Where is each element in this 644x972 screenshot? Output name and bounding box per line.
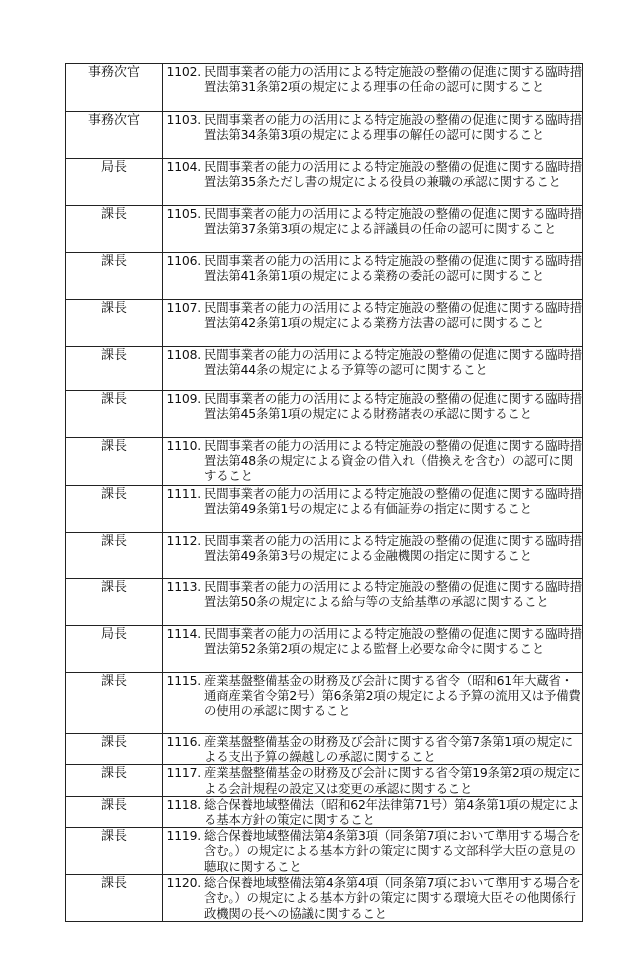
authority-cell: 課長 xyxy=(66,828,163,875)
table-row xyxy=(66,533,583,579)
item-number: 1113. xyxy=(166,579,201,594)
item-number: 1111. xyxy=(166,486,201,501)
list-item xyxy=(165,391,582,421)
item-text: 民間事業者の能力の活用による特定施設の整備の促進に関する臨時措置法第45条第1項の規定による財務諸表の承認に関すること xyxy=(204,391,582,422)
delegation-table xyxy=(65,63,583,922)
content-cell xyxy=(163,300,583,347)
table-row xyxy=(66,673,583,734)
list-item xyxy=(165,438,582,484)
item-number: 1107. xyxy=(166,300,201,315)
table-row xyxy=(66,875,583,922)
content-cell xyxy=(163,626,583,673)
content-cell xyxy=(163,347,583,391)
item-text: 産業基盤整備基金の財務及び会計に関する省令第7条第1項の規定による支出予算の繰越しの承認に関すること xyxy=(204,734,573,765)
item-text: 民間事業者の能力の活用による特定施設の整備の促進に関する臨時措置法第49条第1号の規定による有価証券の指定に関すること xyxy=(204,486,582,517)
list-item xyxy=(165,300,582,330)
table-row xyxy=(66,159,583,206)
authority-cell: 課長 xyxy=(66,300,163,347)
item-text: 民間事業者の能力の活用による特定施設の整備の促進に関する臨時措置法第35条ただし書の規定による役員の兼職の承認に関すること xyxy=(204,159,582,190)
authority-cell: 課長 xyxy=(66,253,163,300)
list-item xyxy=(165,206,582,236)
authority-cell: 課長 xyxy=(66,875,163,922)
content-cell xyxy=(163,673,583,734)
delegation-table-body xyxy=(66,64,583,922)
item-text: 総合保養地域整備法第4条第3項（同条第7項において準用する場合を含む。）の規定による基本方針の策定に関する文部科学大臣の意見の聴取に関すること xyxy=(204,828,581,874)
item-number: 1115. xyxy=(166,673,201,688)
item-number: 1117. xyxy=(166,765,201,781)
content-cell xyxy=(163,64,583,112)
item-text: 民間事業者の能力の活用による特定施設の整備の促進に関する臨時措置法第50条の規定による給与等の支給基準の承認に関すること xyxy=(204,579,582,610)
item-text: 民間事業者の能力の活用による特定施設の整備の促進に関する臨時措置法第42条第1項の規定による業務方法書の認可に関すること xyxy=(204,300,582,331)
authority-cell: 課長 xyxy=(66,533,163,579)
table-row xyxy=(66,112,583,159)
list-item xyxy=(165,253,582,283)
item-number: 1114. xyxy=(166,626,201,641)
content-cell xyxy=(163,391,583,438)
content-cell xyxy=(163,875,583,922)
content-cell xyxy=(163,253,583,300)
list-item xyxy=(165,626,582,656)
item-text: 民間事業者の能力の活用による特定施設の整備の促進に関する臨時措置法第52条第2項の規定による監督上必要な命令に関すること xyxy=(204,626,582,657)
authority-cell: 課長 xyxy=(66,438,163,486)
list-item xyxy=(165,159,582,189)
content-cell xyxy=(163,579,583,626)
table-row xyxy=(66,828,583,875)
item-number: 1120. xyxy=(166,875,201,891)
table-row xyxy=(66,734,583,765)
authority-cell: 事務次官 xyxy=(66,64,163,112)
item-number: 1104. xyxy=(166,159,201,174)
authority-cell: 課長 xyxy=(66,765,163,796)
item-text: 総合保養地域整備法（昭和62年法律第71号）第4条第1項の規定による基本方針の策定に関すること xyxy=(204,796,580,828)
item-text: 民間事業者の能力の活用による特定施設の整備の促進に関する臨時措置法第44条の規定による予算等の認可に関すること xyxy=(204,347,582,378)
item-number: 1119. xyxy=(166,828,201,844)
authority-cell: 課長 xyxy=(66,579,163,626)
item-number: 1103. xyxy=(166,112,201,127)
item-text: 総合保養地域整備法第4条第4項（同条第7項において準用する場合を含む。）の規定による基本方針の策定に関する環境大臣その他関係行政機関の長への協議に関すること xyxy=(204,875,581,921)
item-text: 民間事業者の能力の活用による特定施設の整備の促進に関する臨時措置法第34条第3項の規定による理事の解任の認可に関すること xyxy=(204,112,582,143)
item-number: 1118. xyxy=(166,796,201,812)
list-item xyxy=(165,64,582,94)
table-row xyxy=(66,579,583,626)
authority-cell: 事務次官 xyxy=(66,112,163,159)
table-row xyxy=(66,206,583,253)
table-row xyxy=(66,347,583,391)
item-number: 1106. xyxy=(166,253,201,268)
authority-cell: 課長 xyxy=(66,486,163,533)
table-row xyxy=(66,626,583,673)
table-row xyxy=(66,391,583,438)
list-item xyxy=(165,533,582,563)
content-cell xyxy=(163,765,583,796)
list-item xyxy=(165,734,582,764)
table-row xyxy=(66,486,583,533)
content-cell xyxy=(163,486,583,533)
table-row xyxy=(66,796,583,827)
content-cell xyxy=(163,734,583,765)
item-text: 民間事業者の能力の活用による特定施設の整備の促進に関する臨時措置法第37条第3項の規定による評議員の任命の認可に関すること xyxy=(204,206,582,237)
table-row xyxy=(66,765,583,796)
item-text: 民間事業者の能力の活用による特定施設の整備の促進に関する臨時措置法第41条第1項の規定による業務の委託の認可に関すること xyxy=(204,253,582,284)
authority-cell: 課長 xyxy=(66,206,163,253)
list-item xyxy=(165,486,582,516)
authority-cell: 課長 xyxy=(66,734,163,765)
list-item xyxy=(165,875,582,921)
list-item xyxy=(165,112,582,142)
item-number: 1108. xyxy=(166,347,201,362)
list-item xyxy=(165,347,582,377)
item-number: 1109. xyxy=(166,391,201,406)
table-row xyxy=(66,253,583,300)
item-number: 1102. xyxy=(166,64,201,79)
authority-cell: 課長 xyxy=(66,391,163,438)
list-item xyxy=(165,673,582,719)
content-cell xyxy=(163,206,583,253)
item-text: 民間事業者の能力の活用による特定施設の整備の促進に関する臨時措置法第31条第2項の規定による理事の任命の認可に関すること xyxy=(204,64,582,95)
content-cell xyxy=(163,159,583,206)
table-row xyxy=(66,300,583,347)
item-text: 民間事業者の能力の活用による特定施設の整備の促進に関する臨時措置法第48条の規定による資金の借入れ（借換えを含む）の認可に関すること xyxy=(204,438,582,484)
table-row xyxy=(66,64,583,112)
list-item xyxy=(165,579,582,609)
authority-cell: 課長 xyxy=(66,673,163,734)
authority-cell: 課長 xyxy=(66,347,163,391)
authority-cell: 課長 xyxy=(66,796,163,827)
content-cell xyxy=(163,828,583,875)
content-cell xyxy=(163,112,583,159)
authority-cell: 局長 xyxy=(66,159,163,206)
content-cell xyxy=(163,438,583,486)
item-number: 1110. xyxy=(166,438,201,453)
content-cell xyxy=(163,533,583,579)
item-number: 1112. xyxy=(166,533,201,548)
table-row xyxy=(66,438,583,486)
item-text: 産業基盤整備基金の財務及び会計に関する省令第19条第2項の規定による会計規程の設定又は変更の承認に関すること xyxy=(204,765,581,796)
item-number: 1116. xyxy=(166,734,201,749)
item-text: 民間事業者の能力の活用による特定施設の整備の促進に関する臨時措置法第49条第3号の規定による金融機関の指定に関すること xyxy=(204,533,582,564)
item-number: 1105. xyxy=(166,206,201,221)
item-text: 産業基盤整備基金の財務及び会計に関する省令（昭和61年大蔵省・通商産業省令第2号）第6条第2項の規定による予算の流用又は予備費の使用の承認に関すること xyxy=(204,673,581,719)
content-cell xyxy=(163,796,583,827)
list-item xyxy=(165,797,582,827)
authority-cell: 局長 xyxy=(66,626,163,673)
list-item xyxy=(165,828,582,874)
list-item xyxy=(165,765,582,795)
